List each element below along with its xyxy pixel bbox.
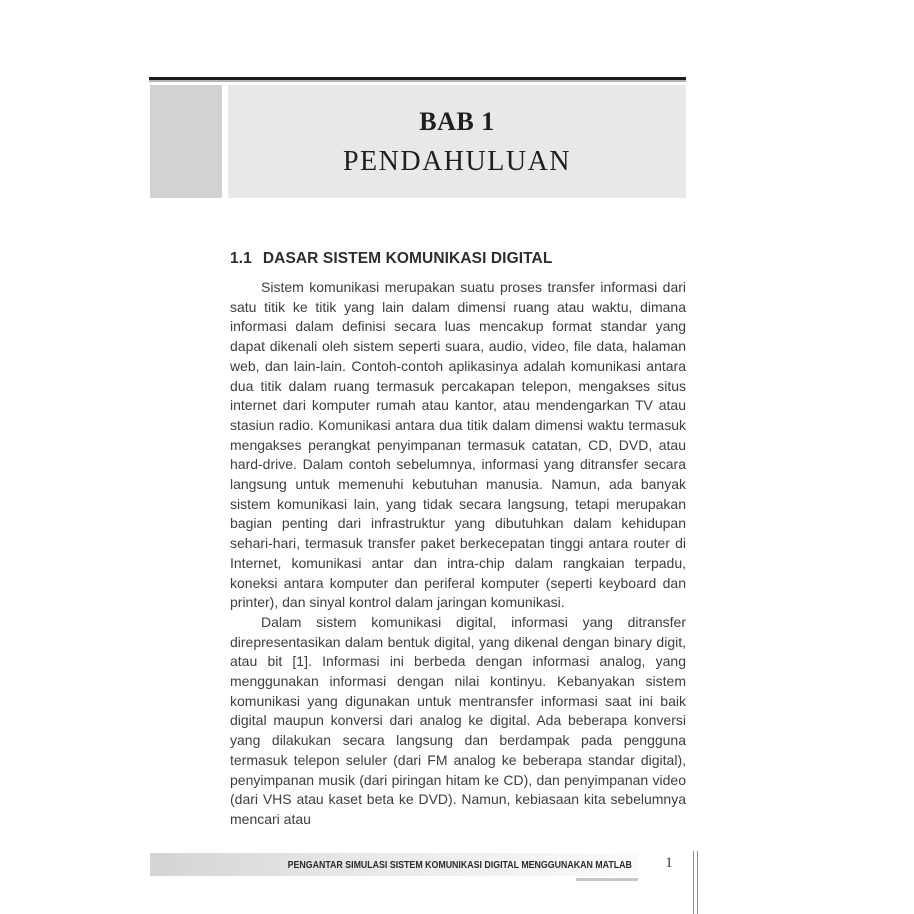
footer-title-bar	[150, 853, 638, 876]
page-content	[230, 250, 686, 830]
chapter-number: BAB 1	[419, 107, 495, 136]
section-title: DASAR SISTEM KOMUNIKASI DIGITAL	[262, 250, 553, 267]
chapter-title: PENDAHULUAN	[342, 146, 572, 177]
chapter-header-rule	[149, 77, 686, 80]
chapter-header-banner	[228, 85, 686, 198]
page-number: 1	[665, 855, 673, 871]
section-heading	[230, 250, 686, 268]
page-edge-line	[693, 851, 698, 914]
section-number: 1.1	[230, 250, 252, 267]
body-paragraph: Sistem komunikasi merupakan suatu proses transfer informasi dari satu titik ke titik yang lain dalam dimensi ruang atau waktu, dimana informasi dalam definisi secara luas mencakup format standar yang dapat dikenali oleh sistem seperti suara, audio, video, file data, halaman web, dan lain-lain. Contoh-contoh aplikasinya adalah komunikasi antara dua titik dalam ruang termasuk percakapan telepon, mengakses situs internet dari komputer rumah atau kantor, atau mendengarkan TV atau stasiun radio. Komunikasi antara dua titik dalam dimensi waktu termasuk mengakses perangkat penyimpanan termasuk catatan, CD, DVD, atau hard-drive. Dalam contoh sebelumnya, informasi yang ditransfer secara langsung untuk memenuhi kebutuhan manusia. Namun, ada banyak sistem komunikasi lain, yang tidak secara langsung, tetapi merupakan bagian penting dari infrastruktur yang dibutuhkan dalam kehidupan sehari-hari, termasuk transfer paket berkecepatan tinggi antara router di Internet, komunikasi antar dan intra-chip dalam rangkaian terpadu, koneksi antara komputer dan periferal komputer (seperti keyboard dan printer), dan sinyal kontrol dalam jaringan komunikasi.	[230, 279, 686, 611]
body-paragraph: Dalam sistem komunikasi digital, informasi yang ditransfer direpresentasikan dalam bentuk digital, yang dikenal dengan binary digit, atau bit [1]. Informasi ini berbeda dengan informasi analog, yang menggunakan informasi dengan nilai kontinyu. Kebanyakan sistem komunikasi yang digunakan untuk mentransfer informasi saat ini baik digital maupun konversi dari analog ke digital. Ada beberapa konversi yang dilakukan secara langsung dan berdampak pada pengguna termasuk telepon seluler (dari FM analog ke beberapa standar digital), penyimpanan musik (dari piringan hitam ke CD), dan penyimpanan video (dari VHS atau kaset beta ke DVD). Namun, kebiasaan kita sebelumnya mencari atau	[230, 613, 686, 827]
footer-underline	[576, 878, 638, 881]
footer-book-title: PENGANTAR SIMULASI SISTEM KOMUNIKASI DIGITAL MENGGUNAKAN MATLAB	[287, 858, 632, 871]
chapter-header-left-block	[150, 85, 222, 198]
